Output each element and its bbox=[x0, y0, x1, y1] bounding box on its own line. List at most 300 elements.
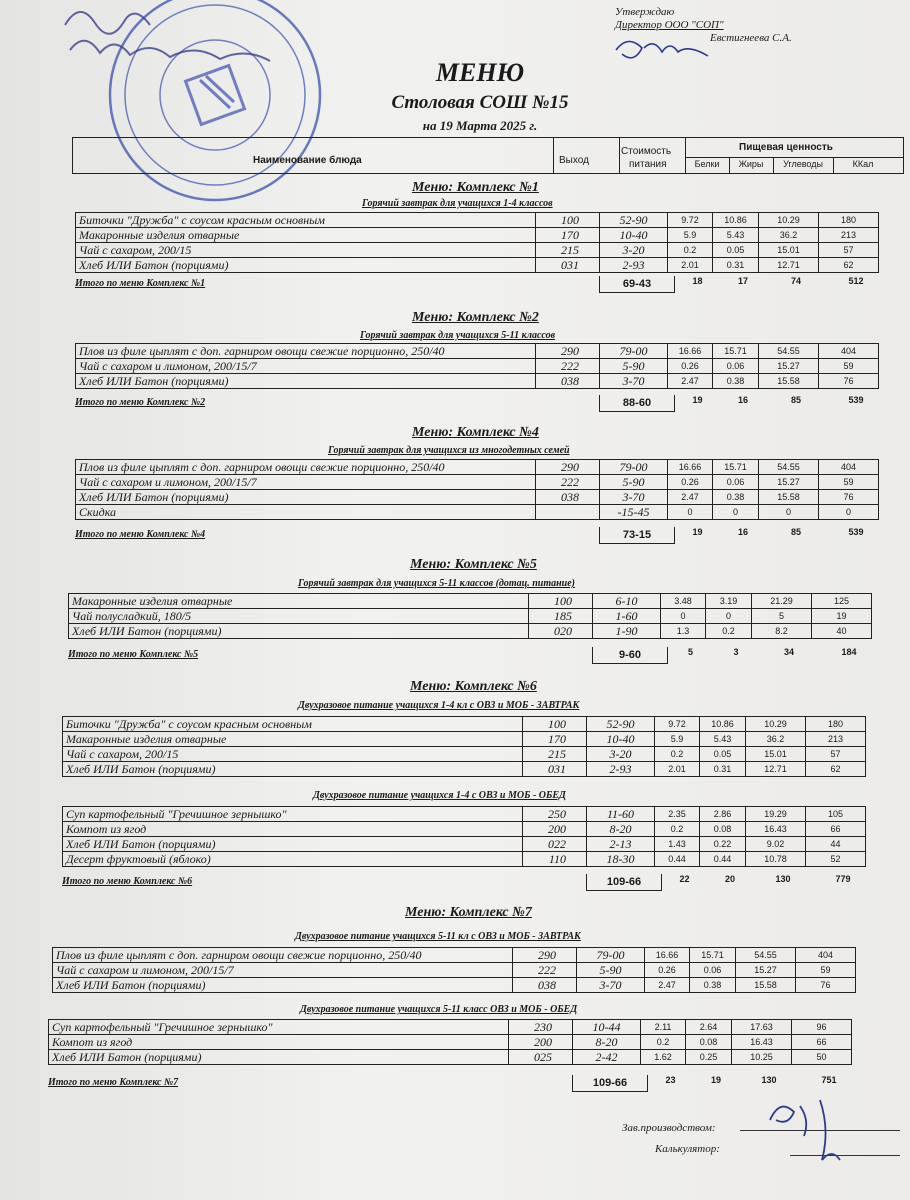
dish-carbs: 15.27 bbox=[759, 475, 819, 490]
header-f: Жиры bbox=[738, 159, 764, 169]
total-price: 109-66 bbox=[586, 874, 662, 891]
menu-table bbox=[75, 212, 879, 273]
dish-price: 2-93 bbox=[600, 258, 668, 273]
dish-protein: 9.72 bbox=[655, 717, 700, 732]
total-price: 9-60 bbox=[592, 647, 668, 664]
dish-protein: 2.35 bbox=[655, 807, 700, 822]
dish-price: 10-40 bbox=[600, 228, 668, 243]
dish-protein: 2.47 bbox=[668, 374, 713, 389]
dish-name: Скидка bbox=[76, 505, 536, 520]
table-row bbox=[76, 460, 879, 475]
dish-fat: 10.86 bbox=[713, 213, 759, 228]
dish-carbs: 10.78 bbox=[746, 852, 806, 867]
dish-name: Биточки "Дружба" с соусом красным основным bbox=[76, 213, 536, 228]
dish-kcal: 66 bbox=[806, 822, 866, 837]
dish-carbs: 17.63 bbox=[732, 1020, 792, 1035]
dish-carbs: 36.2 bbox=[759, 228, 819, 243]
dish-kcal: 52 bbox=[806, 852, 866, 867]
dish-carbs: 36.2 bbox=[746, 732, 806, 747]
dish-kcal: 40 bbox=[812, 624, 872, 639]
dish-kcal: 59 bbox=[819, 359, 879, 374]
header-cost1: Стоимость bbox=[621, 146, 672, 157]
dish-out: 290 bbox=[513, 948, 577, 963]
table-row bbox=[63, 717, 866, 732]
dish-out: 100 bbox=[523, 717, 587, 732]
table-row bbox=[69, 594, 872, 609]
dish-name: Биточки "Дружба" с соусом красным основным bbox=[63, 717, 523, 732]
dish-out bbox=[536, 505, 600, 520]
table-row bbox=[63, 747, 866, 762]
table-row bbox=[63, 837, 866, 852]
total-label: Итого по меню Комплекс №4 bbox=[75, 529, 206, 540]
header-k: ККал bbox=[852, 159, 874, 169]
dish-price: -15-45 bbox=[600, 505, 668, 520]
menu-table bbox=[68, 593, 872, 639]
dish-name: Хлеб ИЛИ Батон (порциями) bbox=[63, 837, 523, 852]
dish-kcal: 62 bbox=[819, 258, 879, 273]
dish-price: 2-13 bbox=[587, 837, 655, 852]
dish-price: 10-44 bbox=[573, 1020, 641, 1035]
table-row bbox=[49, 1020, 852, 1035]
dish-name: Чай с сахаром и лимоном, 200/15/7 bbox=[53, 963, 513, 978]
menu-table bbox=[62, 716, 866, 777]
menu-table bbox=[48, 1019, 852, 1065]
dish-name: Чай с сахаром и лимоном, 200/15/7 bbox=[76, 475, 536, 490]
table-row bbox=[76, 374, 879, 389]
section-title: Горячий завтрак для учащихся 1-4 классов bbox=[362, 198, 553, 209]
table-row bbox=[76, 344, 879, 359]
dish-carbs: 15.58 bbox=[759, 490, 819, 505]
dish-out: 200 bbox=[509, 1035, 573, 1050]
section-title: Горячий завтрак для учащихся из многодетных семей bbox=[328, 445, 570, 456]
dish-out: 250 bbox=[523, 807, 587, 822]
dish-name: Макаронные изделия отварные bbox=[76, 228, 536, 243]
dish-fat: 0 bbox=[706, 609, 752, 624]
dish-fat: 0 bbox=[713, 505, 759, 520]
dish-price: 8-20 bbox=[587, 822, 655, 837]
dish-fat: 0.22 bbox=[700, 837, 746, 852]
dish-name: Хлеб ИЛИ Батон (порциями) bbox=[49, 1050, 509, 1065]
dish-protein: 0.2 bbox=[655, 747, 700, 762]
dish-protein: 16.66 bbox=[645, 948, 690, 963]
dish-price: 8-20 bbox=[573, 1035, 641, 1050]
table-row bbox=[53, 978, 856, 993]
dish-fat: 15.71 bbox=[690, 948, 736, 963]
dish-protein: 5.9 bbox=[668, 228, 713, 243]
table-row bbox=[76, 475, 879, 490]
table-row bbox=[63, 822, 866, 837]
menu-table bbox=[75, 343, 879, 389]
dish-out: 038 bbox=[536, 374, 600, 389]
dish-protein: 16.66 bbox=[668, 344, 713, 359]
dish-protein: 1.3 bbox=[661, 624, 706, 639]
dish-fat: 10.86 bbox=[700, 717, 746, 732]
column-header bbox=[72, 137, 904, 174]
total-protein: 19 bbox=[692, 395, 703, 405]
total-fat: 17 bbox=[737, 276, 748, 286]
approval-line2: Директор ООО "СОП" bbox=[615, 19, 724, 31]
dish-kcal: 66 bbox=[792, 1035, 852, 1050]
dish-kcal: 404 bbox=[796, 948, 856, 963]
dish-carbs: 10.29 bbox=[759, 213, 819, 228]
dish-name: Чай с сахаром и лимоном, 200/15/7 bbox=[76, 359, 536, 374]
dish-carbs: 10.25 bbox=[732, 1050, 792, 1065]
dish-kcal: 125 bbox=[812, 594, 872, 609]
dish-out: 222 bbox=[513, 963, 577, 978]
dish-protein: 0.2 bbox=[655, 822, 700, 837]
dish-protein: 2.01 bbox=[668, 258, 713, 273]
dish-price: 52-90 bbox=[600, 213, 668, 228]
menu-table bbox=[75, 459, 879, 520]
dish-kcal: 404 bbox=[819, 344, 879, 359]
table-row bbox=[76, 505, 879, 520]
total-carbs: 130 bbox=[775, 874, 791, 884]
section-title: Горячий завтрак для учащихся 5-11 классов (дотац. питание) bbox=[298, 578, 575, 589]
header-name: Наименование блюда bbox=[253, 155, 362, 166]
dish-price: 3-20 bbox=[587, 747, 655, 762]
total-label: Итого по меню Комплекс №2 bbox=[75, 397, 206, 408]
dish-protein: 0.26 bbox=[668, 475, 713, 490]
dish-name: Хлеб ИЛИ Батон (порциями) bbox=[63, 762, 523, 777]
dish-carbs: 8.2 bbox=[752, 624, 812, 639]
total-carbs: 85 bbox=[790, 395, 801, 405]
dish-out: 100 bbox=[529, 594, 593, 609]
dish-carbs: 54.55 bbox=[759, 460, 819, 475]
approval-name: Евстигнеева С.А. bbox=[710, 32, 792, 44]
dish-protein: 0.26 bbox=[668, 359, 713, 374]
header-nutr: Пищевая ценность bbox=[739, 142, 833, 153]
total-label: Итого по меню Комплекс №6 bbox=[62, 876, 193, 887]
total-fat: 16 bbox=[737, 395, 748, 405]
dish-name: Хлеб ИЛИ Батон (порциями) bbox=[76, 490, 536, 505]
table-row bbox=[76, 490, 879, 505]
production-signature bbox=[760, 1090, 870, 1170]
header-b: Белки bbox=[694, 159, 720, 169]
page-date: на 19 Марта 2025 г. bbox=[422, 118, 538, 133]
dish-out: 022 bbox=[523, 837, 587, 852]
table-row bbox=[63, 732, 866, 747]
page-subtitle: Столовая СОШ №15 bbox=[391, 92, 569, 113]
total-kcal: 539 bbox=[848, 395, 864, 405]
dish-name: Плов из филе цыплят с доп. гарниром овощи свежие порционно, 250/40 bbox=[76, 344, 536, 359]
dish-kcal: 213 bbox=[806, 732, 866, 747]
dish-protein: 2.47 bbox=[668, 490, 713, 505]
dish-protein: 2.01 bbox=[655, 762, 700, 777]
dish-protein: 3.48 bbox=[661, 594, 706, 609]
approval-block bbox=[615, 6, 792, 44]
dish-carbs: 12.71 bbox=[746, 762, 806, 777]
section-title: Двухразовое питание учащихся 5-11 класс ОВЗ и МОБ - ОБЕД bbox=[300, 1004, 578, 1015]
dish-fat: 5.43 bbox=[700, 732, 746, 747]
dish-carbs: 19.29 bbox=[746, 807, 806, 822]
dish-name: Чай полусладкий, 180/5 bbox=[69, 609, 529, 624]
total-price: 73-15 bbox=[599, 527, 675, 544]
dish-fat: 0.38 bbox=[713, 490, 759, 505]
header-out: Выход bbox=[559, 155, 589, 166]
dish-fat: 0.25 bbox=[686, 1050, 732, 1065]
approval-line1: Утверждаю bbox=[615, 6, 675, 18]
dish-price: 2-93 bbox=[587, 762, 655, 777]
dish-fat: 2.64 bbox=[686, 1020, 732, 1035]
total-label: Итого по меню Комплекс №5 bbox=[68, 649, 199, 660]
dish-out: 290 bbox=[536, 344, 600, 359]
dish-protein: 0.26 bbox=[645, 963, 690, 978]
total-kcal: 751 bbox=[821, 1075, 837, 1085]
dish-carbs: 15.01 bbox=[746, 747, 806, 762]
dish-carbs: 10.29 bbox=[746, 717, 806, 732]
dish-price: 3-20 bbox=[600, 243, 668, 258]
dish-kcal: 76 bbox=[796, 978, 856, 993]
table-row bbox=[76, 213, 879, 228]
dish-name: Хлеб ИЛИ Батон (порциями) bbox=[53, 978, 513, 993]
dish-carbs: 15.58 bbox=[736, 978, 796, 993]
dish-name: Плов из филе цыплят с доп. гарниром овощи свежие порционно, 250/40 bbox=[53, 948, 513, 963]
total-kcal: 184 bbox=[841, 647, 857, 657]
dish-kcal: 213 bbox=[819, 228, 879, 243]
dish-kcal: 180 bbox=[819, 213, 879, 228]
dish-name: Плов из филе цыплят с доп. гарниром овощи свежие порционно, 250/40 bbox=[76, 460, 536, 475]
table-row bbox=[63, 852, 866, 867]
total-fat: 16 bbox=[737, 527, 748, 537]
dish-price: 79-00 bbox=[600, 460, 668, 475]
dish-carbs: 15.58 bbox=[759, 374, 819, 389]
table-row bbox=[49, 1050, 852, 1065]
dish-name: Макаронные изделия отварные bbox=[69, 594, 529, 609]
dish-kcal: 180 bbox=[806, 717, 866, 732]
dish-protein: 1.43 bbox=[655, 837, 700, 852]
table-row bbox=[53, 948, 856, 963]
total-price: 88-60 bbox=[599, 395, 675, 412]
dish-price: 3-70 bbox=[600, 490, 668, 505]
table-row bbox=[69, 609, 872, 624]
dish-carbs: 0 bbox=[759, 505, 819, 520]
total-kcal: 539 bbox=[848, 527, 864, 537]
dish-kcal: 76 bbox=[819, 490, 879, 505]
dish-carbs: 15.01 bbox=[759, 243, 819, 258]
dish-price: 5-90 bbox=[600, 359, 668, 374]
dish-fat: 2.86 bbox=[700, 807, 746, 822]
dish-fat: 0.05 bbox=[700, 747, 746, 762]
dish-price: 1-90 bbox=[593, 624, 661, 639]
dish-fat: 0.31 bbox=[713, 258, 759, 273]
dish-fat: 15.71 bbox=[713, 460, 759, 475]
total-label: Итого по меню Комплекс №7 bbox=[48, 1077, 179, 1088]
dish-protein: 0.2 bbox=[641, 1035, 686, 1050]
dish-protein: 5.9 bbox=[655, 732, 700, 747]
dish-price: 79-00 bbox=[600, 344, 668, 359]
dish-protein: 2.11 bbox=[641, 1020, 686, 1035]
dish-out: 170 bbox=[536, 228, 600, 243]
dish-price: 5-90 bbox=[577, 963, 645, 978]
dish-carbs: 9.02 bbox=[746, 837, 806, 852]
dish-fat: 0.08 bbox=[700, 822, 746, 837]
dish-out: 290 bbox=[536, 460, 600, 475]
page-title: МЕНЮ bbox=[435, 58, 525, 87]
dish-name: Макаронные изделия отварные bbox=[63, 732, 523, 747]
dish-out: 038 bbox=[513, 978, 577, 993]
dish-carbs: 15.27 bbox=[736, 963, 796, 978]
dish-kcal: 62 bbox=[806, 762, 866, 777]
dish-out: 222 bbox=[536, 359, 600, 374]
dish-fat: 3.19 bbox=[706, 594, 752, 609]
table-row bbox=[76, 228, 879, 243]
dish-out: 215 bbox=[536, 243, 600, 258]
section-title: Двухразовое питание учащихся 1-4 кл с ОВЗ и МОБ - ЗАВТРАК bbox=[298, 700, 580, 711]
dish-out: 031 bbox=[536, 258, 600, 273]
table-row bbox=[63, 807, 866, 822]
dish-kcal: 57 bbox=[806, 747, 866, 762]
dish-kcal: 59 bbox=[819, 475, 879, 490]
dish-price: 2-42 bbox=[573, 1050, 641, 1065]
dish-out: 038 bbox=[536, 490, 600, 505]
menu-table bbox=[52, 947, 856, 993]
dish-kcal: 404 bbox=[819, 460, 879, 475]
dish-price: 3-70 bbox=[577, 978, 645, 993]
dish-out: 185 bbox=[529, 609, 593, 624]
total-price: 69-43 bbox=[599, 276, 675, 293]
header-cost2: питания bbox=[629, 159, 667, 170]
table-row bbox=[53, 963, 856, 978]
dish-kcal: 19 bbox=[812, 609, 872, 624]
dish-out: 170 bbox=[523, 732, 587, 747]
dish-price: 5-90 bbox=[600, 475, 668, 490]
total-price: 109-66 bbox=[572, 1075, 648, 1092]
dish-fat: 0.06 bbox=[713, 475, 759, 490]
total-carbs: 34 bbox=[783, 647, 794, 657]
dish-fat: 0.06 bbox=[713, 359, 759, 374]
total-kcal: 512 bbox=[848, 276, 864, 286]
dish-protein: 9.72 bbox=[668, 213, 713, 228]
dish-name: Чай с сахаром, 200/15 bbox=[76, 243, 536, 258]
table-row bbox=[76, 243, 879, 258]
dish-fat: 15.71 bbox=[713, 344, 759, 359]
dish-price: 10-40 bbox=[587, 732, 655, 747]
dish-carbs: 21.29 bbox=[752, 594, 812, 609]
dish-kcal: 96 bbox=[792, 1020, 852, 1035]
dish-fat: 0.06 bbox=[690, 963, 736, 978]
section-title: Двухразовое питание учащихся 5-11 кл с ОВЗ и МОБ - ЗАВТРАК bbox=[295, 931, 581, 942]
dish-out: 230 bbox=[509, 1020, 573, 1035]
dish-protein: 16.66 bbox=[668, 460, 713, 475]
dish-out: 020 bbox=[529, 624, 593, 639]
dish-protein: 0 bbox=[668, 505, 713, 520]
table-row bbox=[76, 258, 879, 273]
dish-name: Суп картофельный "Гречишное зернышко" bbox=[49, 1020, 509, 1035]
dish-out: 222 bbox=[536, 475, 600, 490]
dish-kcal: 44 bbox=[806, 837, 866, 852]
dish-kcal: 105 bbox=[806, 807, 866, 822]
footer-prod-label: Зав.производством: bbox=[622, 1122, 716, 1134]
dish-fat: 0.38 bbox=[690, 978, 736, 993]
dish-carbs: 5 bbox=[752, 609, 812, 624]
table-row bbox=[76, 359, 879, 374]
table-row bbox=[69, 624, 872, 639]
dish-out: 110 bbox=[523, 852, 587, 867]
menu-title: Меню: Комплекс №6 bbox=[410, 679, 537, 694]
dish-carbs: 54.55 bbox=[759, 344, 819, 359]
header-u: Углеводы bbox=[783, 159, 823, 169]
dish-price: 3-70 bbox=[600, 374, 668, 389]
dish-name: Компот из ягод bbox=[63, 822, 523, 837]
dish-protein: 0 bbox=[661, 609, 706, 624]
dish-name: Хлеб ИЛИ Батон (порциями) bbox=[76, 258, 536, 273]
dish-price: 6-10 bbox=[593, 594, 661, 609]
dish-protein: 2.47 bbox=[645, 978, 690, 993]
footer-calc-label: Калькулятор: bbox=[655, 1143, 720, 1155]
dish-out: 200 bbox=[523, 822, 587, 837]
dish-name: Чай с сахаром, 200/15 bbox=[63, 747, 523, 762]
total-protein: 22 bbox=[679, 874, 690, 884]
dish-fat: 5.43 bbox=[713, 228, 759, 243]
table-row bbox=[63, 762, 866, 777]
dish-name: Хлеб ИЛИ Батон (порциями) bbox=[76, 374, 536, 389]
dish-carbs: 15.27 bbox=[759, 359, 819, 374]
dish-price: 79-00 bbox=[577, 948, 645, 963]
dish-name: Хлеб ИЛИ Батон (порциями) bbox=[69, 624, 529, 639]
dish-fat: 0.2 bbox=[706, 624, 752, 639]
dish-protein: 0.44 bbox=[655, 852, 700, 867]
menu-title: Меню: Комплекс №4 bbox=[412, 425, 539, 440]
dish-out: 031 bbox=[523, 762, 587, 777]
total-kcal: 779 bbox=[835, 874, 851, 884]
dish-out: 100 bbox=[536, 213, 600, 228]
dish-carbs: 12.71 bbox=[759, 258, 819, 273]
total-carbs: 74 bbox=[790, 276, 801, 286]
table-row bbox=[49, 1035, 852, 1050]
dish-price: 1-60 bbox=[593, 609, 661, 624]
total-label: Итого по меню Комплекс №1 bbox=[75, 278, 206, 289]
total-protein: 18 bbox=[692, 276, 703, 286]
total-fat: 3 bbox=[733, 647, 739, 657]
total-fat: 20 bbox=[724, 874, 735, 884]
dish-name: Компот из ягод bbox=[49, 1035, 509, 1050]
dish-kcal: 0 bbox=[819, 505, 879, 520]
dish-kcal: 50 bbox=[792, 1050, 852, 1065]
dish-price: 11-60 bbox=[587, 807, 655, 822]
dish-fat: 0.31 bbox=[700, 762, 746, 777]
total-fat: 19 bbox=[710, 1075, 721, 1085]
dish-price: 52-90 bbox=[587, 717, 655, 732]
menu-title: Меню: Комплекс №1 bbox=[412, 180, 539, 195]
section-title: Горячий завтрак для учащихся 5-11 классов bbox=[360, 330, 556, 341]
dish-protein: 1.62 bbox=[641, 1050, 686, 1065]
section-title: Двухразовое питание учащихся 1-4 с ОВЗ и МОБ - ОБЕД bbox=[313, 790, 566, 801]
menu-title: Меню: Комплекс №5 bbox=[410, 557, 537, 572]
dish-name: Десерт фруктовый (яблоко) bbox=[63, 852, 523, 867]
total-carbs: 130 bbox=[761, 1075, 777, 1085]
dish-fat: 0.38 bbox=[713, 374, 759, 389]
total-protein: 5 bbox=[687, 647, 693, 657]
menu-title: Меню: Комплекс №2 bbox=[412, 310, 539, 325]
dish-price: 18-30 bbox=[587, 852, 655, 867]
total-protein: 23 bbox=[665, 1075, 676, 1085]
total-carbs: 85 bbox=[790, 527, 801, 537]
dish-name: Суп картофельный "Гречишное зернышко" bbox=[63, 807, 523, 822]
dish-carbs: 54.55 bbox=[736, 948, 796, 963]
dish-carbs: 16.43 bbox=[732, 1035, 792, 1050]
menu-table bbox=[62, 806, 866, 867]
dish-carbs: 16.43 bbox=[746, 822, 806, 837]
dish-fat: 0.44 bbox=[700, 852, 746, 867]
dish-kcal: 57 bbox=[819, 243, 879, 258]
dish-kcal: 76 bbox=[819, 374, 879, 389]
dish-out: 025 bbox=[509, 1050, 573, 1065]
menu-title: Меню: Комплекс №7 bbox=[405, 905, 532, 920]
dish-fat: 0.08 bbox=[686, 1035, 732, 1050]
total-protein: 19 bbox=[692, 527, 703, 537]
dish-fat: 0.05 bbox=[713, 243, 759, 258]
dish-out: 215 bbox=[523, 747, 587, 762]
